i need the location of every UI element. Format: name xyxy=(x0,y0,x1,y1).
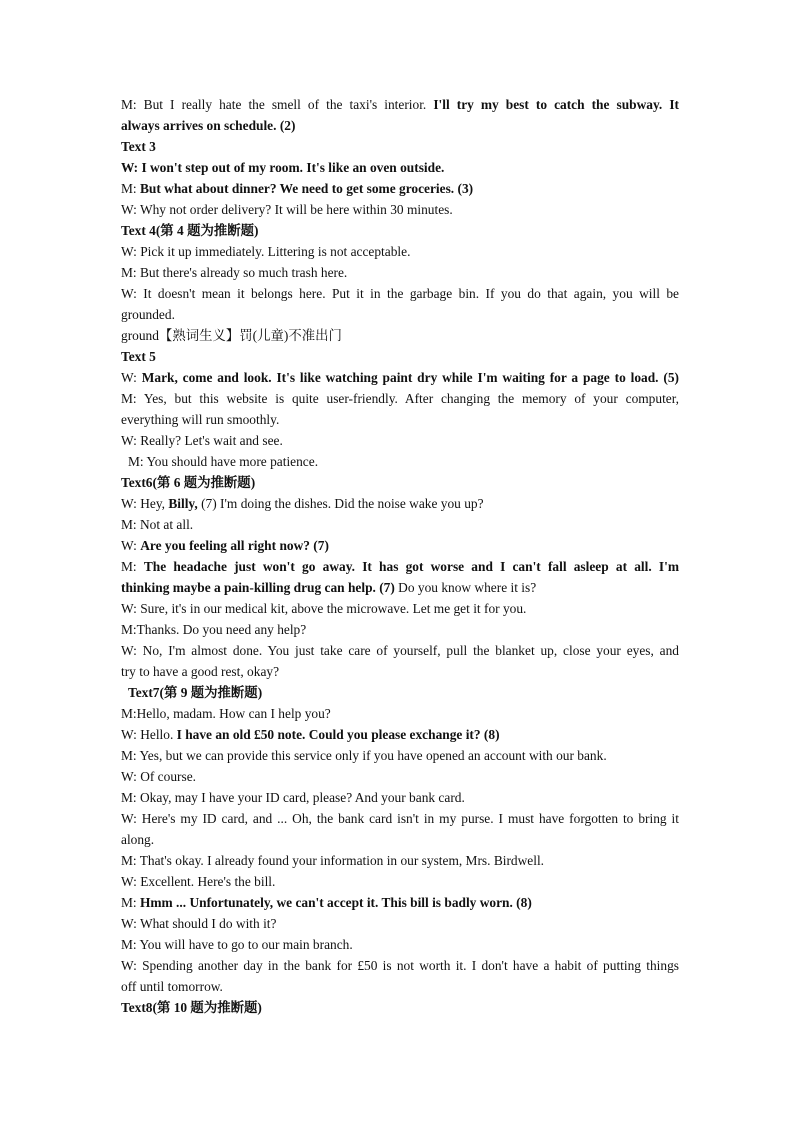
dialogue-line: M:Thanks. Do you need any help? xyxy=(121,622,307,637)
dialogue-line: M: That's okay. I already found your information in our system, Mrs. Birdwell. xyxy=(121,853,545,868)
dialogue-line xyxy=(121,577,679,598)
speaker-label: M: xyxy=(121,181,140,196)
dialogue-line xyxy=(121,94,679,115)
dialogue-line: M: Yes, but this website is quite user-friendly. After changing the memory of your computer, xyxy=(121,391,679,406)
dialogue-line: W: Here's my ID card, and ... Oh, the bank card isn't in my purse. I must have forgotten to bring it xyxy=(121,811,679,826)
answer-highlight: But what about dinner? We need to get some groceries. (3) xyxy=(139,181,474,196)
dialogue-line: M: Okay, may I have your ID card, please? And your bank card. xyxy=(121,790,465,805)
dialogue-line: try to have a good rest, okay? xyxy=(121,664,280,679)
dialogue-line: W: Really? Let's wait and see. xyxy=(121,433,283,448)
section-heading: Text6(第 6 题为推断题) xyxy=(121,475,256,490)
dialogue-line: W: Pick it up immediately. Littering is not acceptable. xyxy=(121,244,411,259)
answer-highlight: I'll try my best to catch the subway. It xyxy=(433,97,679,112)
document-page xyxy=(121,94,679,1018)
dialogue-line: W: No, I'm almost done. You just take care of yourself, pull the blanket up, close your eyes, and xyxy=(121,643,679,658)
dialogue-line xyxy=(121,493,679,514)
answer-highlight: Are you feeling all right now? (7) xyxy=(140,538,329,553)
dialogue-line: M: You should have more patience. xyxy=(128,454,319,469)
answer-highlight: thinking maybe a pain-killing drug can help. (7) xyxy=(121,580,395,595)
dialogue-line: W: Of course. xyxy=(121,769,196,784)
dialogue-line: everything will run smoothly. xyxy=(121,412,280,427)
answer-highlight: Hmm ... Unfortunately, we can't accept it. This bill is badly worn. (8) xyxy=(139,895,532,910)
answer-highlight: Mark, come and look. It's like watching paint dry while I'm waiting for a page to load. (5) xyxy=(141,370,679,385)
dialogue-line: M: Yes, but we can provide this service only if you have opened an account with our bank. xyxy=(121,748,607,763)
dialogue-line: W: Why not order delivery? It will be here within 30 minutes. xyxy=(121,202,453,217)
dialogue-line: M: But there's already so much trash here. xyxy=(121,265,348,280)
dialogue-line: M: Not at all. xyxy=(121,517,194,532)
speech-text: W: Hey, xyxy=(121,496,169,511)
dialogue-line: W: Sure, it's in our medical kit, above the microwave. Let me get it for you. xyxy=(121,601,527,616)
speech-text: W: Hello. xyxy=(121,727,177,742)
speaker-label: W: xyxy=(121,538,141,553)
dialogue-line xyxy=(121,367,679,388)
dialogue-line: W: It doesn't mean it belongs here. Put it in the garbage bin. If you do that again, you will be xyxy=(121,286,679,301)
dialogue-line: grounded. xyxy=(121,307,175,322)
dialogue-line: W: What should I do with it? xyxy=(121,916,277,931)
speech-text: Do you know where it is? xyxy=(394,580,537,595)
dialogue-line: M:Hello, madam. How can I help you? xyxy=(121,706,331,721)
dialogue-line xyxy=(121,892,679,913)
section-heading: Text8(第 10 题为推断题) xyxy=(121,1000,262,1015)
dialogue-line xyxy=(121,535,679,556)
speaker-label: M: xyxy=(121,559,144,574)
dialogue-line xyxy=(121,178,679,199)
dialogue-line: along. xyxy=(121,832,155,847)
vocabulary-note: ground【熟词生义】罚(儿童)不准出门 xyxy=(121,328,342,343)
answer-highlight: I have an old £50 note. Could you please exchange it? (8) xyxy=(176,727,500,742)
dialogue-line: W: Excellent. Here's the bill. xyxy=(121,874,276,889)
section-heading: Text 3 xyxy=(121,139,156,154)
dialogue-line xyxy=(121,724,679,745)
section-heading: Text 4(第 4 题为推断题) xyxy=(121,223,259,238)
dialogue-line: M: You will have to go to our main branch. xyxy=(121,937,353,952)
speech-text: (7) I'm doing the dishes. Did the noise wake you up? xyxy=(197,496,484,511)
speaker-label: W: xyxy=(121,370,142,385)
dialogue-line: W: I won't step out of my room. It's like an oven outside. xyxy=(121,160,445,175)
dialogue-line: always arrives on schedule. (2) xyxy=(121,118,296,133)
speaker-label: M: xyxy=(121,895,140,910)
dialogue-line: W: Spending another day in the bank for £50 is not worth it. I don't have a habit of putting things xyxy=(121,958,679,973)
speech-text: M: But I really hate the smell of the taxi's interior. xyxy=(121,97,434,112)
answer-highlight: Billy, xyxy=(168,496,198,511)
dialogue-line xyxy=(121,556,679,577)
section-heading: Text7(第 9 题为推断题) xyxy=(128,685,263,700)
dialogue-line: off until tomorrow. xyxy=(121,979,223,994)
section-heading: Text 5 xyxy=(121,349,156,364)
answer-highlight: The headache just won't go away. It has got worse and I can't fall asleep at all. I'm xyxy=(143,559,679,574)
